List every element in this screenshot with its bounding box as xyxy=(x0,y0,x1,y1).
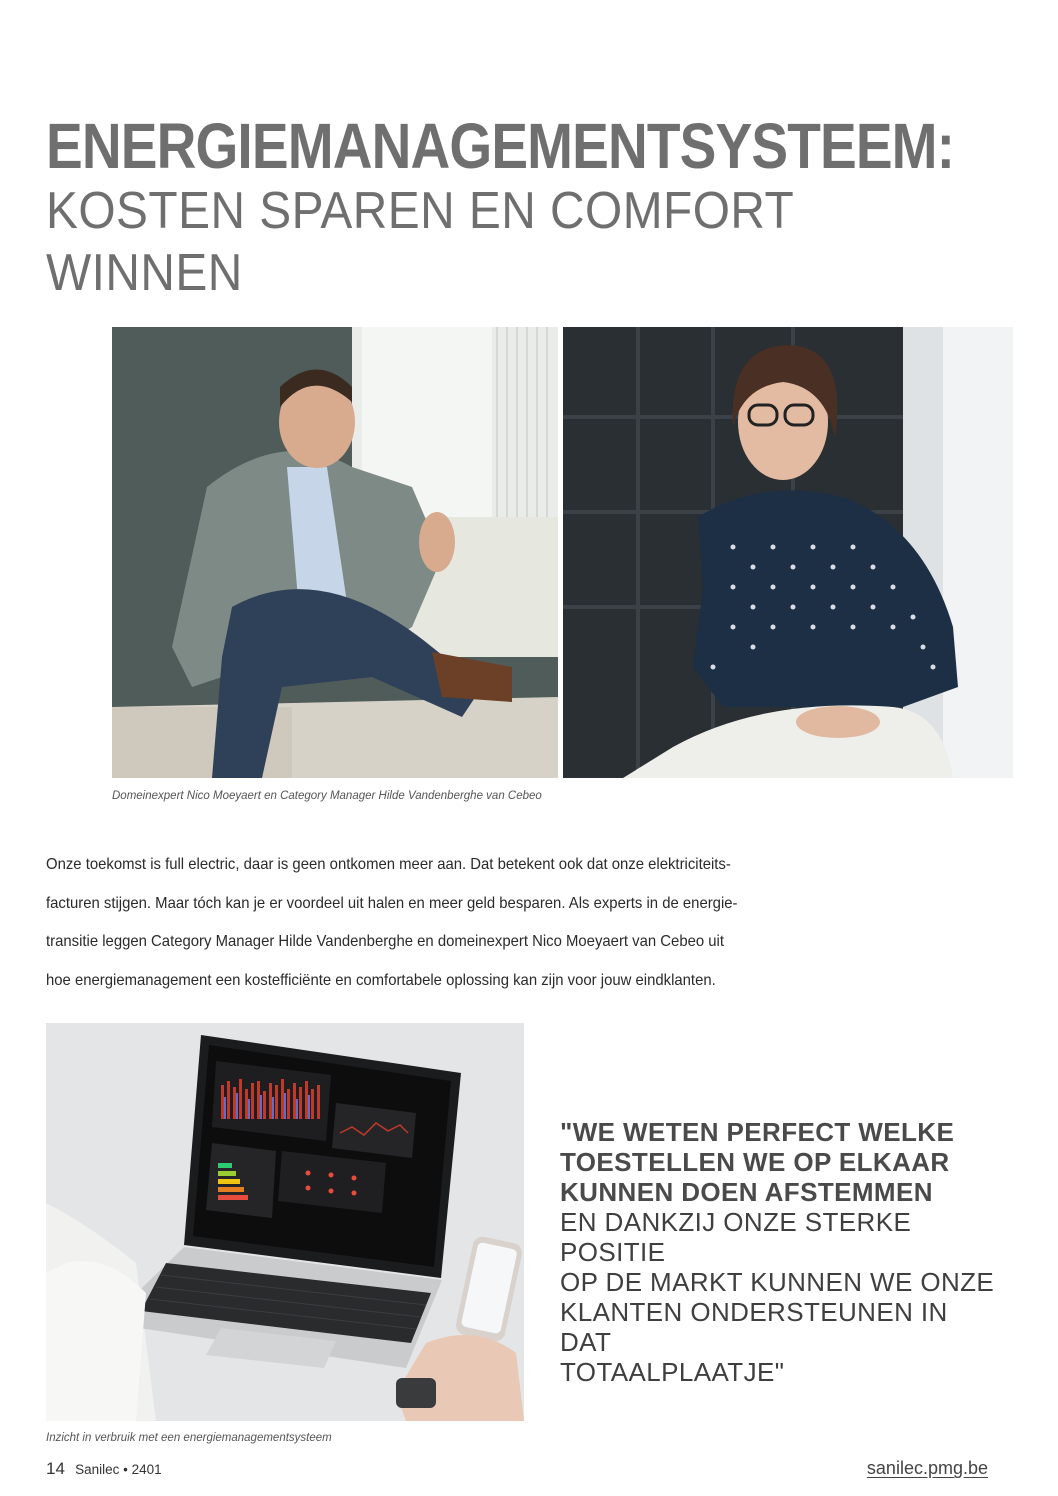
quote-line: "WE WETEN PERFECT WELKE xyxy=(560,1117,955,1147)
photo-laptop-dashboard xyxy=(46,1023,524,1421)
intro-line: transitie leggen Category Manager Hilde Vandenberghe en domeinexpert Nico Moeyaert van Cebeo uit xyxy=(46,933,724,950)
photo-caption-top: Domeinexpert Nico Moeyaert en Category Manager Hilde Vandenberghe van Cebeo xyxy=(112,790,542,802)
photo-hilde-vandenberghe xyxy=(563,327,1013,778)
quote-line: EN DANKZIJ ONZE STERKE POSITIE xyxy=(560,1207,912,1267)
page-title: ENERGIEMANAGEMENTSYSTEEM: xyxy=(46,110,955,182)
page-number: 14 xyxy=(46,1459,65,1478)
quote-line: OP DE MARKT KUNNEN WE ONZE xyxy=(560,1267,995,1297)
intro-paragraph xyxy=(46,846,790,1000)
page-footer xyxy=(46,1459,162,1479)
quote-line: KLANTEN ONDERSTEUNEN IN DAT xyxy=(560,1297,948,1357)
photo-nico-moeyaert xyxy=(112,327,558,778)
photo-caption-bottom: Inzicht in verbruik met een energiemanagementsysteem xyxy=(46,1432,332,1444)
intro-line: Onze toekomst is full electric, daar is geen ontkomen meer aan. Dat betekent ook dat onze elektriciteits- xyxy=(46,856,731,873)
quote-line: TOESTELLEN WE OP ELKAAR xyxy=(560,1147,950,1177)
quote-line: TOTAALPLAATJE" xyxy=(560,1357,785,1387)
pull-quote xyxy=(560,1117,1000,1387)
quote-line: KUNNEN DOEN AFSTEMMEN xyxy=(560,1177,933,1207)
page-subtitle: KOSTEN SPAREN EN COMFORT WINNEN xyxy=(46,182,794,302)
intro-line: hoe energiemanagement een kostefficiënte en comfortabele oplossing kan zijn voor jouw eindklanten. xyxy=(46,971,716,989)
website-link[interactable]: sanilec.pmg.be xyxy=(866,1458,988,1478)
intro-line: facturen stijgen. Maar tóch kan je er voordeel uit halen en meer geld besparen. Als experts in de energie- xyxy=(46,894,738,912)
magazine-issue: Sanilec • 2401 xyxy=(75,1462,162,1477)
